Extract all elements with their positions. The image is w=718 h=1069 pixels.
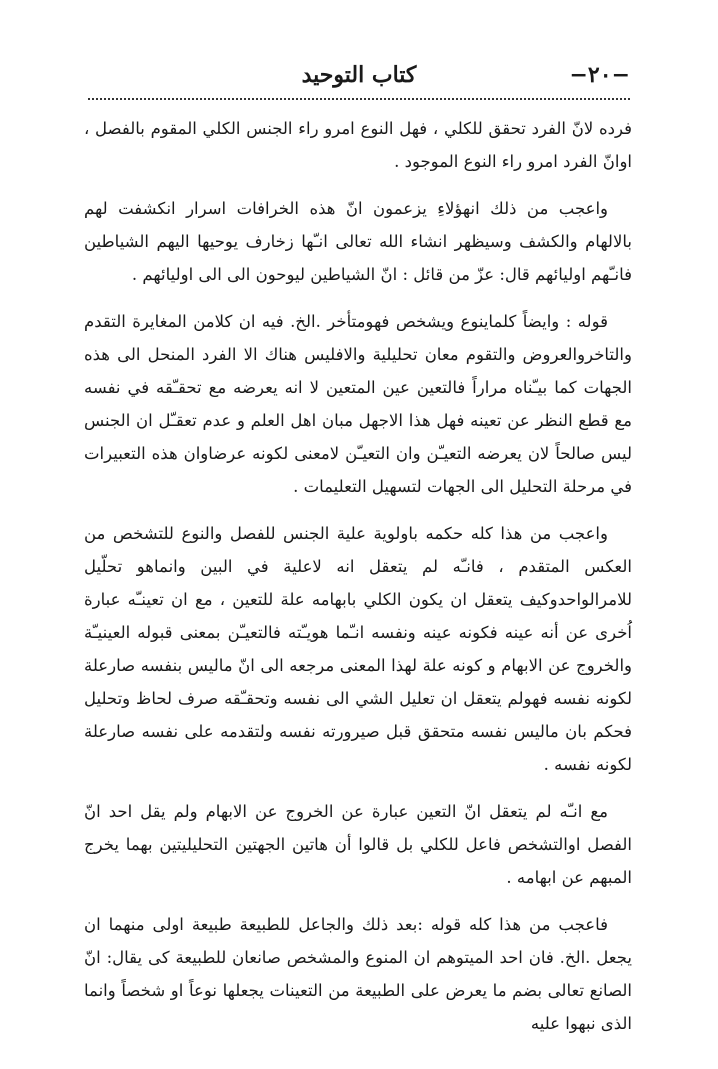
paragraph-1: فرده لانّ الفرد تحقق للكلي ، فهل النوع امرو راء الجنس الكلي المقوم بالفصل ، اوانّ الفرد امرو راء النوع الموجود . <box>84 119 632 171</box>
paragraph-2: واعجب من ذلك انهؤلاءِ يزعمون انّ هذه الخرافات اسرار انكشفت لهم بالالهام والكشف وسيظهر انشاء الله تعالى انـّها زخارف يوحيها اليهم الشياطين فانـّهم اوليائهم قال: عزّ من قائل : انّ الشياطين ليوحون الى الى اوليائهم . <box>84 199 632 284</box>
running-title: كتاب التوحيد <box>301 62 417 88</box>
body-text <box>84 112 632 1054</box>
paragraph-5: مع انـّه لم يتعقل انّ التعين عبارة عن الخروج عن الابهام ولم يقل احد انّ الفصل اوالتشخص فاعل للكلي بل قالوا أن هاتين الجهتين التحليليتين بهما يخرج المبهم عن ابهامه . <box>84 802 632 887</box>
paragraph-3: قوله : وايضاً كلماينوع ويشخص فهومتأخر .الخ. فيه ان كلامن المغايرة التقدم والتاخروالعروض والتقوم معان تحليلية والافليس هناك الا الفرد المنحل الى هذه الجهات كما بيـّناه مراراً فالتعين عين المتعين لا انه يعرضه مع تحقـّقه في نفسه مع قطع النظر عن تعينه فهل هذا الاجهل مبان اهل العلم و عدم تعقـّل ان الجنس ليس صالحاً لان يعرضه التعيـّن وان التعيـّن لامعنى لكونه عرضاوان هذه التعبيرات في مرحلة التحليل الى الجهات لتسهيل التعليمات . <box>84 312 632 496</box>
page-header <box>88 58 630 98</box>
paragraph-6: فاعجب من هذا كله قوله :بعد ذلك والجاعل للطبيعة طبيعة اولى منهما ان يجعل .الخ. فان احد الميتوهم ان المنوع والمشخص صانعان للطبيعة كى يقال: انّ الصانع تعالى بضم ما يعرض على الطبيعة من التعينات يجعلها نوعاً او شخصاً وانما الذى نبهوا عليه <box>84 915 632 1033</box>
paragraph-4: واعجب من هذا كله حكمه باولوية علية الجنس للفصل والنوع للتشخص من العكس المتقدم ، فانـّه لم يتعقل انه لاعلية في البين وانماهو تحلّيل للامرالواحدوكيف يتعقل ان يكون الكلي بابهامه علة للتعين ، مع ان تعينـّه عبارة اُخرى عن أنه عينه فكونه عينه ونفسه انـّما هويـّته فالتعيـّن بمعنى قبوله العينيـّة والخروج عن الابهام و كونه علة لهذا المعنى مرجعه الى انّ ماليس بنفسه صارعلة لكونه نفسه فهولم يتعقل ان تعليل الشي الى نفسه وتحقـّقه صرف لحاظ وتحليل فحكم بان ماليس نفسه متحقق قبل صيرورته نفسه ولتقدمه على نفسه صارعلة لكونه نفسه . <box>84 524 632 774</box>
page-number: −٢٠− <box>569 62 630 88</box>
header-dotted-rule <box>88 98 630 100</box>
